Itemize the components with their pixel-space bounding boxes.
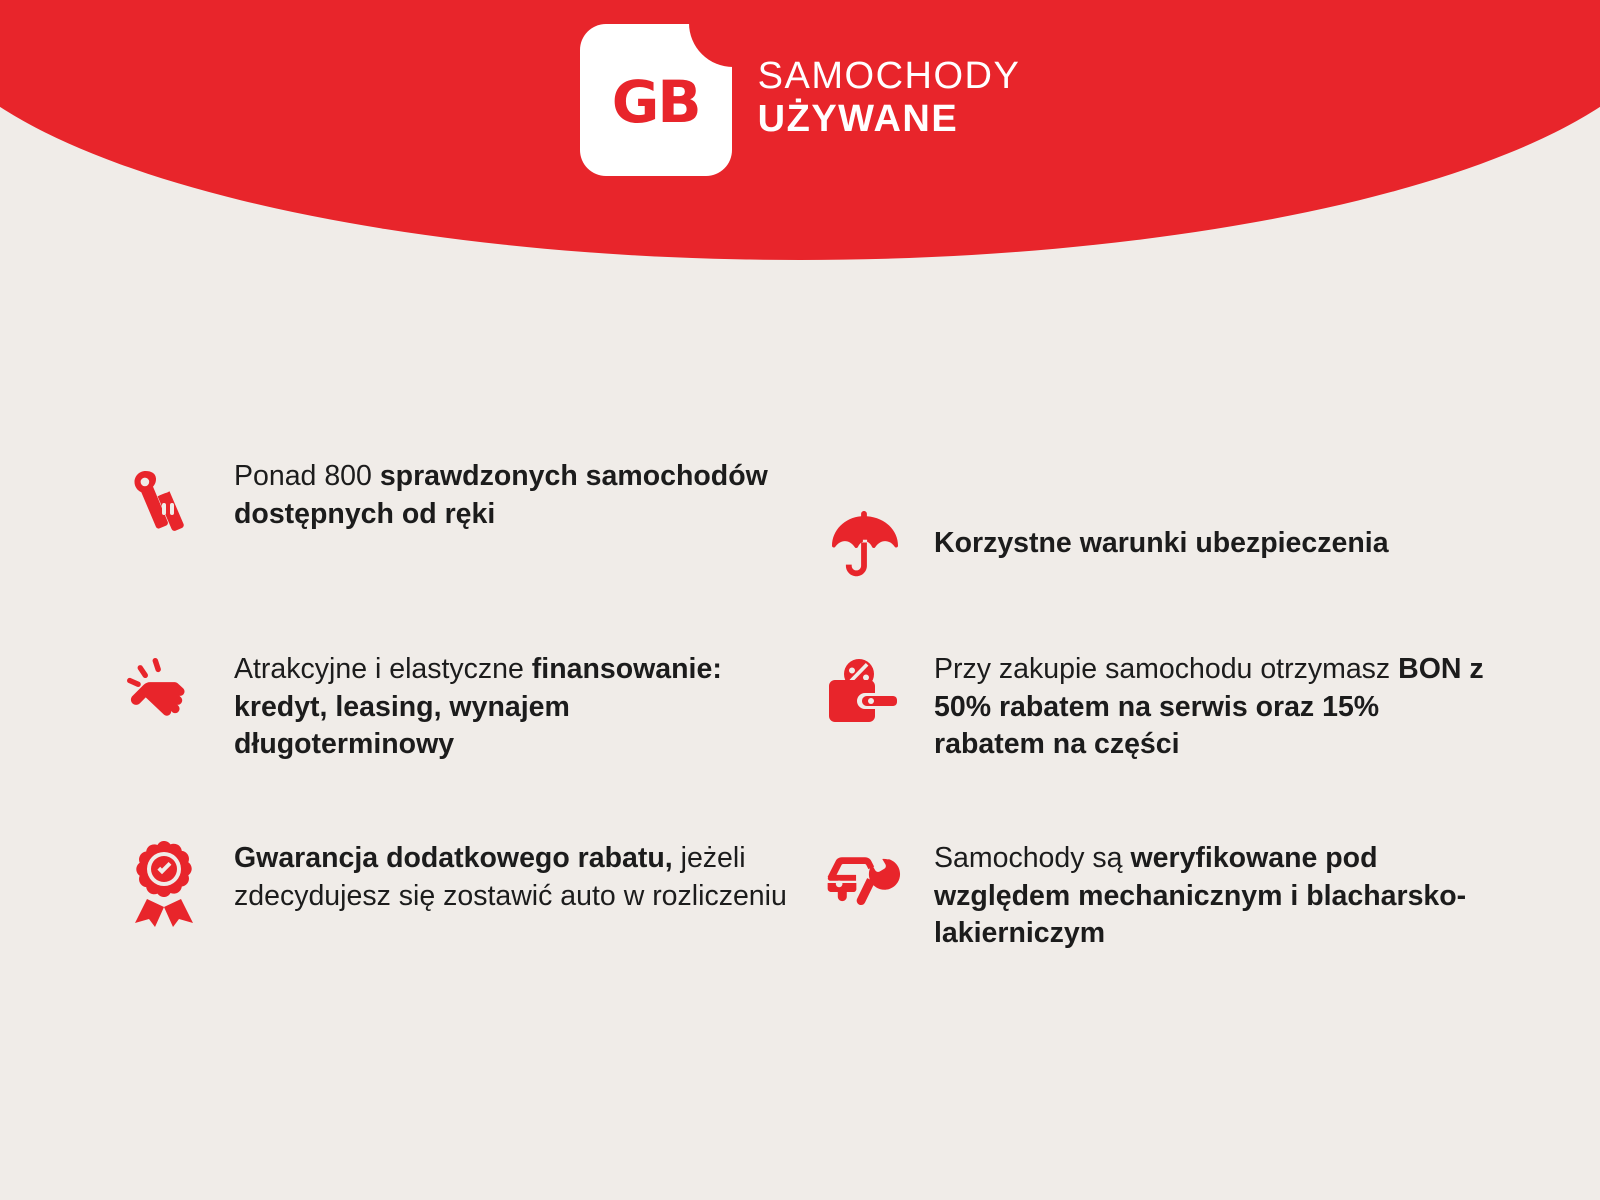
wallet-discount-icon xyxy=(820,649,908,737)
car-wrench-icon xyxy=(820,838,908,926)
feature-text: Samochody są weryfikowane pod względem mechanicznym i blacharsko-lakierniczym xyxy=(934,842,1467,950)
feature-text: Gwarancja dodatkowego rabatu, jeżeli zdecydujesz się zostawić auto w rozliczeniu xyxy=(234,842,787,912)
logo-letters: GB xyxy=(611,68,700,136)
features-grid xyxy=(120,450,1500,995)
feature-item xyxy=(820,820,1500,995)
feature-text: Atrakcyjne i elastyczne finansowanie: kredyt, leasing, wynajem długoterminowy xyxy=(234,653,722,761)
handshake-icon xyxy=(120,649,208,737)
feature-item xyxy=(120,820,820,995)
brand-title-line-2: UŻYWANE xyxy=(757,98,959,140)
feature-item xyxy=(820,450,1500,625)
feature-text: Przy zakupie samochodu otrzymasz BON z 50% rabatem na serwis oraz 15% rabatem na części xyxy=(934,653,1484,761)
car-keys-icon xyxy=(120,462,208,550)
award-badge-icon xyxy=(120,838,208,926)
page-header xyxy=(0,0,1600,260)
umbrella-icon xyxy=(820,499,908,587)
logo-mark xyxy=(580,24,732,176)
feature-text: Korzystne warunki ubezpieczenia xyxy=(934,526,1389,559)
brand-lockup xyxy=(0,0,1600,200)
brand-title-line-1: SAMOCHODY xyxy=(757,55,1021,98)
brand-title xyxy=(758,55,1021,144)
feature-item xyxy=(120,635,820,810)
feature-text: Ponad 800 sprawdzonych samochodów dostępnych od ręki xyxy=(234,460,768,530)
feature-item xyxy=(120,450,820,625)
feature-item xyxy=(820,635,1500,810)
